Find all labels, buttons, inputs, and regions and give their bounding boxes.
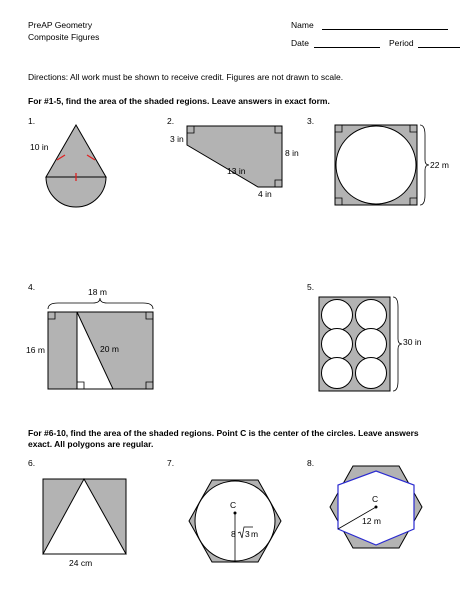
problem-5-number: 5. [307, 282, 315, 292]
p7-center-label: C [230, 500, 237, 510]
date-label: Date [291, 38, 309, 48]
section2-heading-line2: exact. All polygons are regular. [28, 439, 154, 449]
p5-side-label: 30 in [403, 337, 422, 347]
problem-6-number: 6. [28, 458, 36, 468]
topic-title: Composite Figures [28, 32, 100, 42]
course-title: PreAP Geometry [28, 20, 93, 30]
problem-3-number: 3. [307, 116, 315, 126]
p4-left-label: 16 m [26, 345, 45, 355]
directions-text: Directions: All work must be shown to receive credit. Figures are not drawn to scale. [28, 72, 344, 82]
section2-heading-line1: For #6-10, find the area of the shaded regions. Point C is the center of the circles. Leave answers [28, 428, 419, 438]
problem-4-number: 4. [28, 282, 36, 292]
p6-bottom-label: 24 cm [69, 558, 93, 568]
p7-apothem-coef: 8 [231, 529, 236, 539]
p4-diag-label: 20 m [100, 344, 119, 354]
problem-8-number: 8. [307, 458, 315, 468]
p2-bottom-label: 4 in [258, 189, 272, 199]
p8-center-label: C [372, 494, 379, 504]
problem-1-number: 1. [28, 116, 36, 126]
p1-side-label: 10 in [30, 142, 49, 152]
p8-radius-label: 12 m [362, 516, 381, 526]
p2-slant-label: 13 in [227, 166, 246, 176]
section1-heading: For #1-5, find the area of the shaded regions. Leave answers in exact form. [28, 96, 330, 106]
name-label: Name [291, 20, 314, 30]
p3-side-label: 22 m [430, 160, 449, 170]
period-label: Period [389, 38, 414, 48]
problem-2-number: 2. [167, 116, 175, 126]
problem-7-number: 7. [167, 458, 175, 468]
p2-right-label: 8 in [285, 148, 299, 158]
p2-top-label: 3 in [170, 134, 184, 144]
p7-apothem-radicand: 3 [245, 529, 250, 539]
p7-apothem-unit: m [251, 529, 259, 539]
p4-top-label: 18 m [88, 287, 107, 297]
